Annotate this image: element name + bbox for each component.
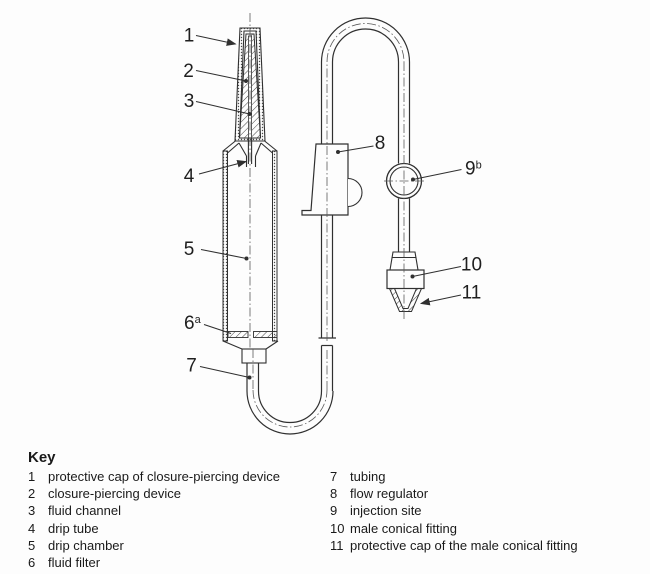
key-item: [28, 485, 280, 502]
key-item: [28, 468, 280, 485]
key-item-number: 4: [28, 520, 36, 536]
key-item-number: 9: [330, 503, 338, 519]
key-item-label: flow regulator: [350, 486, 429, 502]
callout-11: 11: [461, 282, 482, 304]
key-item-label: closure-piercing device: [48, 486, 181, 502]
key-item-label: tubing: [350, 469, 386, 484]
key-title: Key: [28, 449, 56, 466]
key-item-number: 2: [28, 486, 36, 502]
callout-10: 10: [460, 254, 483, 276]
roller-wheel: [348, 179, 362, 207]
key-item-number: 11: [330, 537, 344, 553]
outlet-connector: [242, 349, 266, 363]
flow-regulator: [302, 144, 362, 215]
callout-2: 2: [183, 61, 194, 82]
drip-chamber: [223, 151, 278, 363]
key-item: [330, 468, 578, 485]
callout-5: 5: [183, 239, 195, 260]
fluid-filter: [254, 332, 278, 338]
key-item-label: male conical fitting: [350, 520, 457, 536]
key-item-label: drip chamber: [48, 537, 124, 553]
key-item: [28, 502, 280, 519]
callout-1: 1: [183, 25, 195, 47]
key-item-number: 7: [330, 469, 338, 484]
callout-8: 8: [374, 133, 386, 154]
key-column-right: [330, 468, 578, 554]
callout-7: 7: [186, 355, 197, 377]
tubing: [247, 18, 410, 434]
male-fitting-protective-cap: [390, 289, 422, 312]
fluid-filter: [228, 332, 248, 338]
key-item-number: 1: [28, 469, 36, 484]
key-item-number: 8: [330, 486, 338, 502]
key-item-number: 5: [28, 537, 36, 553]
key-item-number: 6: [28, 555, 36, 571]
callout-6: 6$^a$: [184, 313, 201, 334]
callout-3: 3: [183, 91, 195, 112]
key-column-left: [28, 468, 280, 571]
key-item-number: 3: [28, 503, 36, 519]
key-item-label: fluid channel: [48, 503, 121, 519]
key-item-label: protective cap of closure-piercing device: [48, 469, 280, 484]
key-item: [28, 520, 280, 537]
key-item-label: protective cap of the male conical fitting: [350, 537, 578, 553]
key-item: [330, 485, 578, 502]
key-item: [28, 537, 280, 554]
key-item: [330, 520, 578, 537]
male-conical-fitting: [387, 252, 424, 289]
callout-9: 9$^b$: [465, 158, 482, 180]
key-item-label: drip tube: [48, 520, 99, 536]
key-item-number: 10: [330, 520, 345, 536]
key-item: [28, 554, 280, 571]
key-item-label: fluid filter: [48, 555, 101, 571]
callout-4: 4: [183, 166, 195, 187]
key-item: [330, 537, 578, 554]
key-item-label: injection site: [350, 503, 422, 519]
key-item: [330, 502, 578, 519]
